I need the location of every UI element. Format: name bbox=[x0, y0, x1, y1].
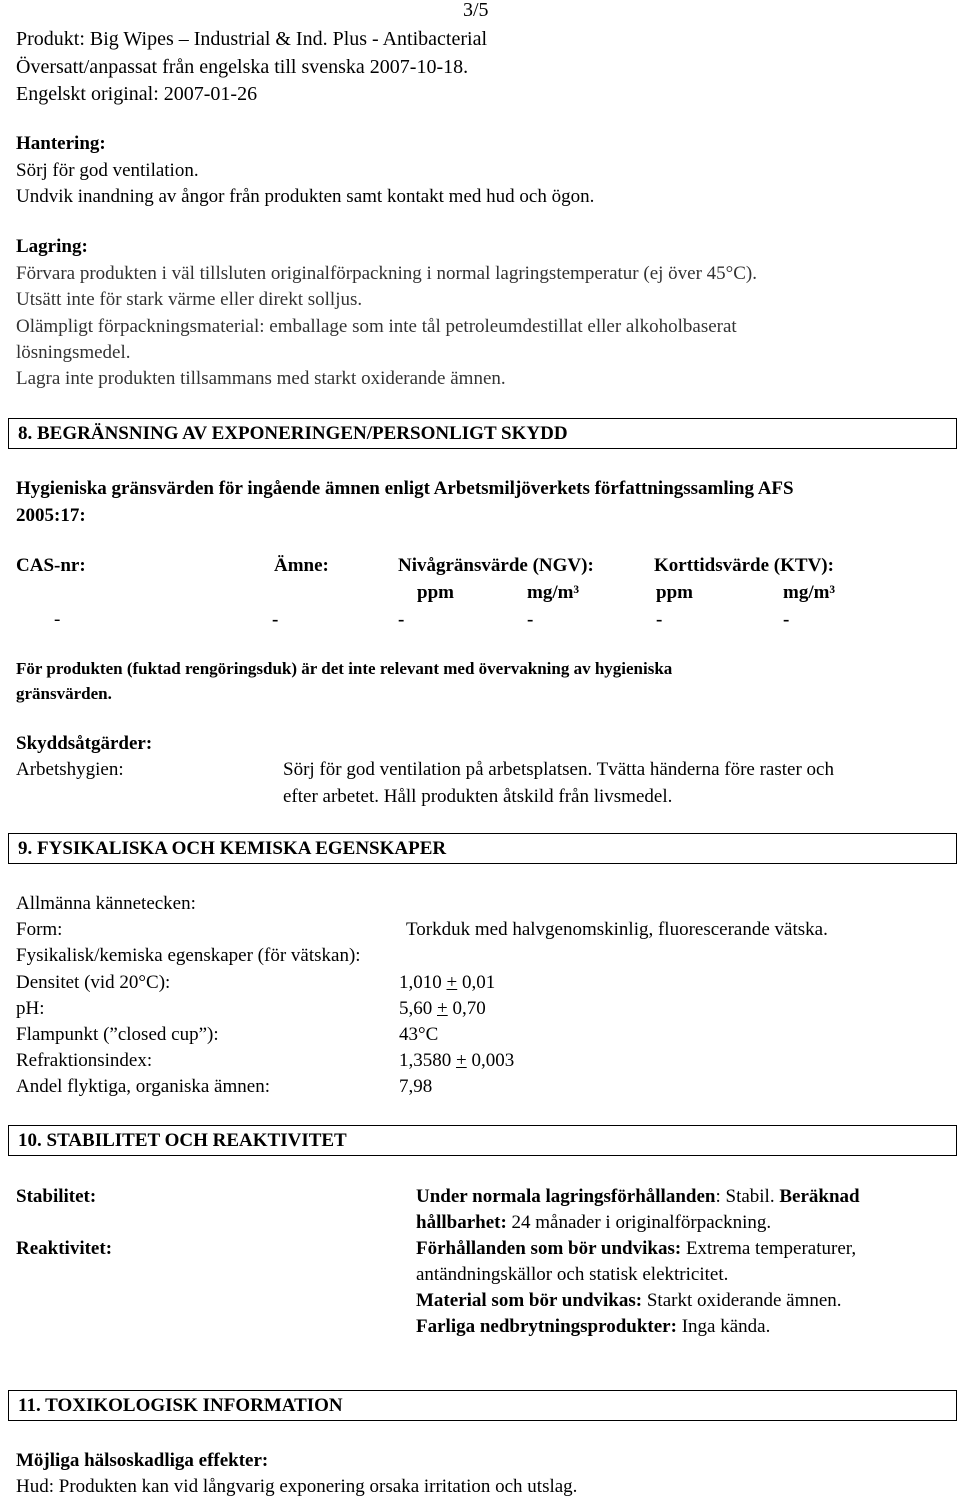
col-ktv-ppm: ppm bbox=[656, 582, 693, 603]
conditions-text-cont: antändningskällor och statisk elektricitet. bbox=[416, 1264, 729, 1285]
section-10-header bbox=[8, 1125, 957, 1156]
col-cas: CAS-nr: bbox=[16, 555, 86, 576]
section-9-header bbox=[8, 833, 957, 864]
storage-line: Förvara produkten i väl tillsluten originalförpackning i normal lagringstemperatur (ej över 45°C). bbox=[16, 263, 758, 284]
prop-label: Densitet (vid 20°C): bbox=[16, 972, 171, 993]
storage-heading: Lagring: bbox=[16, 236, 88, 257]
section-8-header bbox=[8, 418, 957, 449]
stability-text: Under normala lagringsförhållanden: Stabil. Beräknad bbox=[416, 1186, 860, 1207]
section-11-title: 11. TOXIKOLOGISK INFORMATION bbox=[18, 1394, 343, 1416]
skin-effect-text: Hud: Produkten kan vid långvarig exponering orsaka irritation och utslag. bbox=[16, 1476, 578, 1497]
shelf-life-text: hållbarhet: 24 månader i originalförpackning. bbox=[416, 1212, 772, 1233]
general-heading: Allmänna kännetecken: bbox=[16, 893, 196, 914]
protection-heading: Skyddsåtgärder: bbox=[16, 733, 153, 754]
storage-line: Utsätt inte för stark värme eller direkt solljus. bbox=[16, 289, 363, 310]
storage-line: lösningsmedel. bbox=[16, 342, 131, 363]
prop-value: 5,60 + 0,70 bbox=[399, 998, 486, 1019]
form-value: Torkduk med halvgenomskinlig, fluorescerande vätska. bbox=[406, 919, 828, 940]
reactivity-label: Reaktivitet: bbox=[16, 1238, 113, 1259]
col-ngv-mg: mg/m³ bbox=[527, 582, 580, 603]
section-8-title: 8. BEGRÄNSNING AV EXPONERINGEN/PERSONLIGT SKYDD bbox=[18, 422, 568, 444]
cell-ngv-mg: - bbox=[527, 609, 534, 630]
storage-line: Olämpligt förpackningsmaterial: emballage som inte tål petroleumdestillat eller alkoholbaserat bbox=[16, 316, 737, 337]
prop-value: 1,3580 + 0,003 bbox=[399, 1050, 515, 1071]
materials-text: Material som bör undvikas: Starkt oxiderande ämnen. bbox=[416, 1290, 842, 1311]
section-9-title: 9. FYSIKALISKA OCH KEMISKA EGENSKAPER bbox=[18, 837, 447, 859]
cell-ktv-mg: - bbox=[783, 609, 790, 630]
decomposition-text: Farliga nedbrytningsprodukter: Inga kända. bbox=[416, 1316, 771, 1337]
col-ngv: Nivågränsvärde (NGV): bbox=[398, 555, 594, 576]
cell-ngv-ppm: - bbox=[398, 609, 405, 630]
limits-heading: Hygieniska gränsvärden för ingående ämnen enligt Arbetsmiljöverkets författningssamling AFS bbox=[16, 478, 794, 499]
hygiene-label: Arbetshygien: bbox=[16, 759, 124, 780]
props-heading: Fysikalisk/kemiska egenskaper (för vätskan): bbox=[16, 945, 361, 966]
limits-heading-cont: 2005:17: bbox=[16, 505, 86, 526]
hygiene-text: Sörj för god ventilation på arbetsplatsen. Tvätta händerna före raster och bbox=[283, 759, 834, 780]
handling-line: Undvik inandning av ångor från produkten samt kontakt med hud och ögon. bbox=[16, 186, 595, 207]
prop-value: 1,010 + 0,01 bbox=[399, 972, 496, 993]
cell-substance: - bbox=[272, 609, 279, 630]
translation-line: Översatt/anpassat från engelska till svenska 2007-10-18. bbox=[16, 56, 469, 78]
cell-cas: - bbox=[54, 609, 61, 630]
product-line: Produkt: Big Wipes – Industrial & Ind. Plus - Antibacterial bbox=[16, 28, 488, 50]
handling-line: Sörj för god ventilation. bbox=[16, 160, 199, 181]
cell-ktv-ppm: - bbox=[656, 609, 663, 630]
effects-heading: Möjliga hälsoskadliga effekter: bbox=[16, 1450, 269, 1471]
storage-line: Lagra inte produkten tillsammans med starkt oxiderande ämnen. bbox=[16, 368, 506, 389]
conditions-text: Förhållanden som bör undvikas: Extrema temperaturer, bbox=[416, 1238, 857, 1259]
monitoring-note: För produkten (fuktad rengöringsduk) är det inte relevant med övervakning av hygieniska bbox=[16, 659, 673, 678]
prop-label: Andel flyktiga, organiska ämnen: bbox=[16, 1076, 270, 1097]
col-substance: Ämne: bbox=[274, 555, 329, 576]
form-label: Form: bbox=[16, 919, 63, 940]
col-ktv: Korttidsvärde (KTV): bbox=[654, 555, 834, 576]
page-number: 3/5 bbox=[463, 0, 489, 21]
handling-heading: Hantering: bbox=[16, 133, 106, 154]
prop-label: Refraktionsindex: bbox=[16, 1050, 153, 1071]
prop-label: pH: bbox=[16, 998, 45, 1019]
hygiene-text-cont: efter arbetet. Håll produkten åtskild från livsmedel. bbox=[283, 786, 673, 807]
section-11-header bbox=[8, 1390, 957, 1421]
prop-value: 43°C bbox=[399, 1024, 439, 1045]
prop-label: Flampunkt (”closed cup”): bbox=[16, 1024, 219, 1045]
section-10-title: 10. STABILITET OCH REAKTIVITET bbox=[18, 1129, 347, 1151]
col-ngv-ppm: ppm bbox=[417, 582, 454, 603]
stability-label: Stabilitet: bbox=[16, 1186, 97, 1207]
col-ktv-mg: mg/m³ bbox=[783, 582, 836, 603]
original-line: Engelskt original: 2007-01-26 bbox=[16, 83, 258, 105]
monitoring-note-cont: gränsvärden. bbox=[16, 684, 112, 703]
prop-value: 7,98 bbox=[399, 1076, 433, 1097]
